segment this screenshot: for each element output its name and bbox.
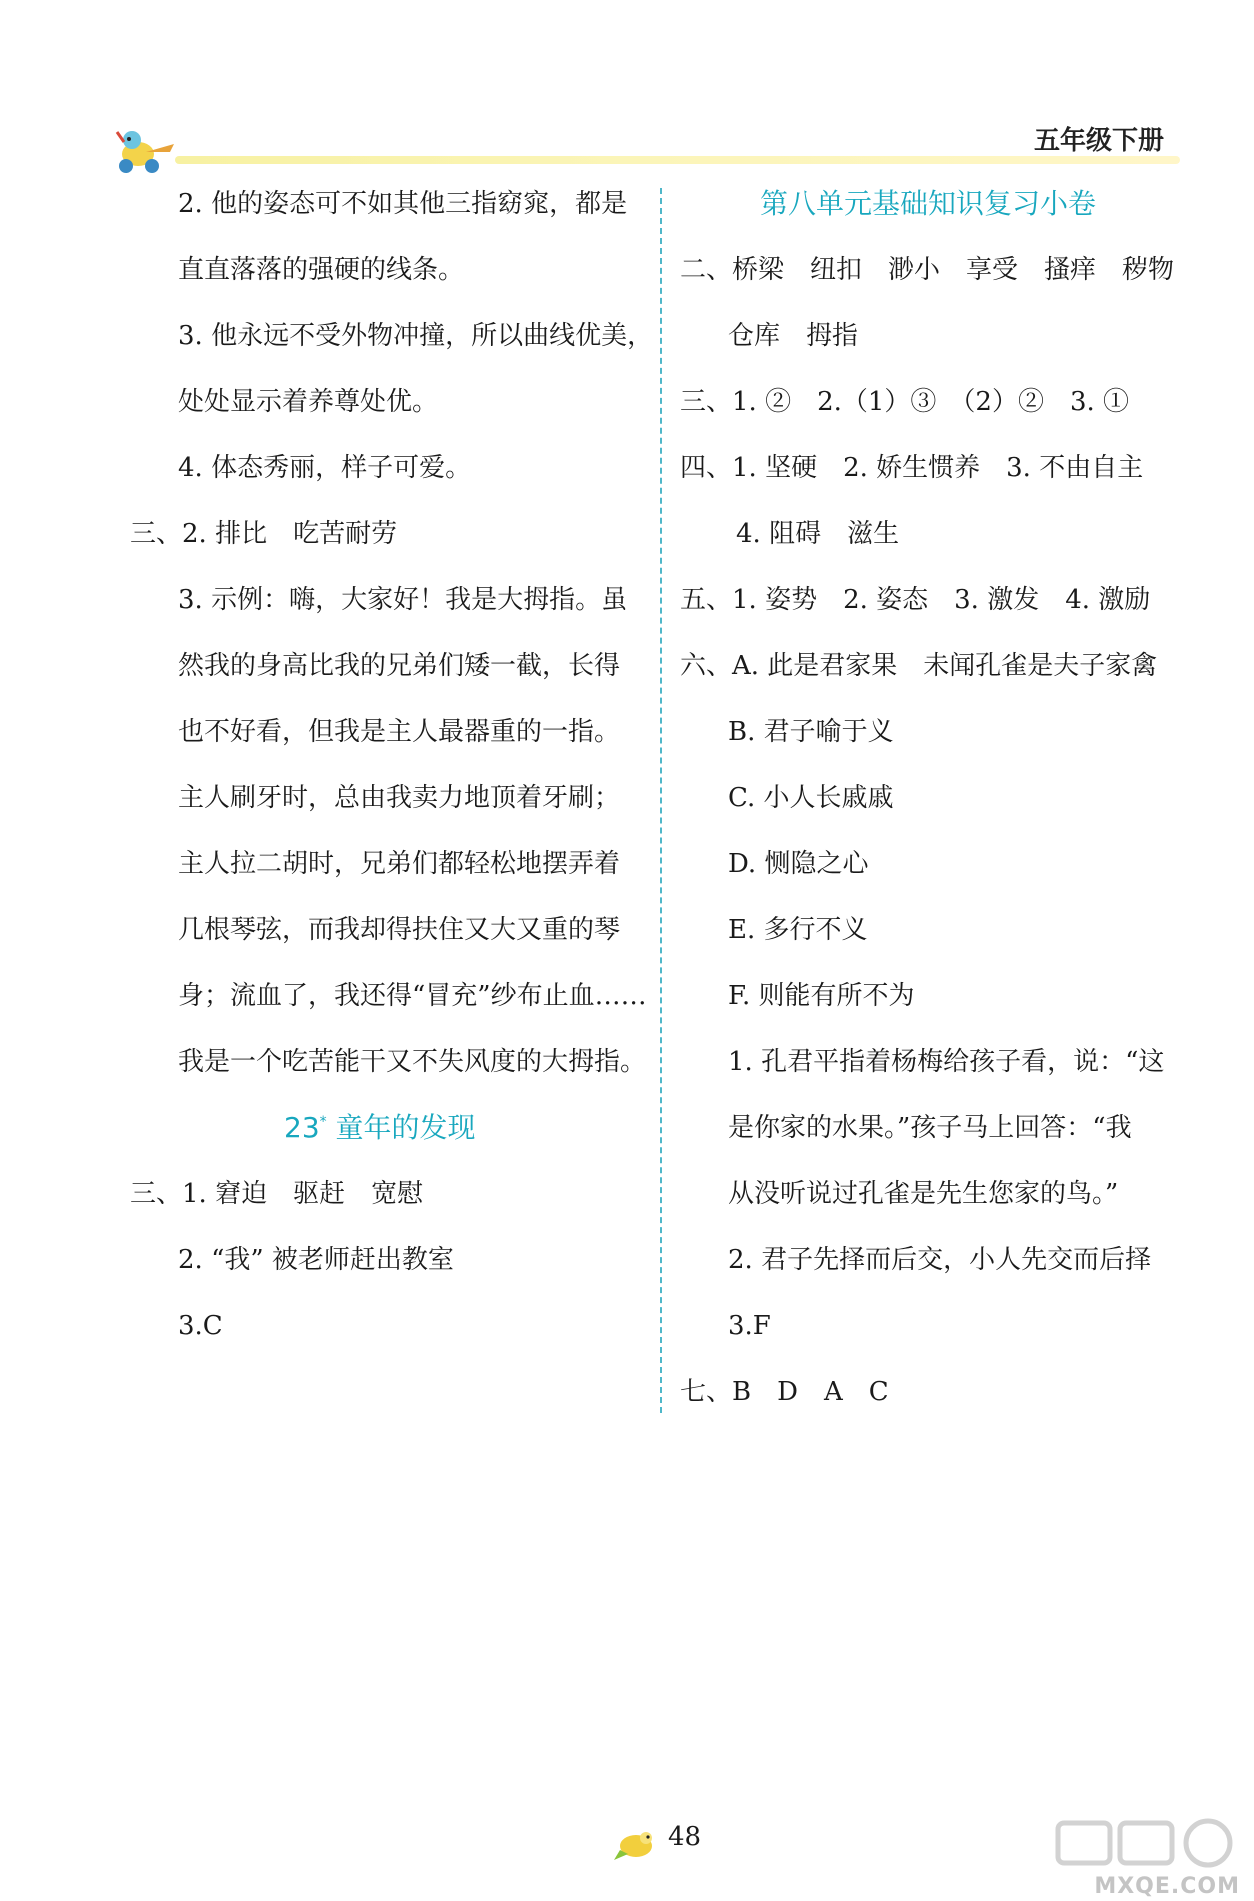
text-line: 3. 示例：嗨，大家好！我是大拇指。虽: [178, 585, 628, 615]
text-line: 三、1. ② 2.（1）③ （2）② 3. ①: [680, 387, 1130, 417]
grade-title: 五年级下册: [1033, 126, 1164, 156]
text-line: 1. 孔君平指着杨梅给孩子看，说：“这: [728, 1047, 1165, 1077]
text-line: 2. 他的姿态可不如其他三指窈窕，都是: [178, 189, 628, 219]
text-line: 几根琴弦，而我却得扶住又大又重的琴: [178, 915, 621, 945]
text-line: 然我的身高比我的兄弟们矮一截，长得: [178, 651, 621, 681]
text-line: 二、桥梁 纽扣 渺小 享受 搔痒 秽物: [680, 255, 1175, 285]
text-line: 2. “我” 被老师赶出教室: [178, 1245, 454, 1275]
unit-review-title: 第八单元基础知识复习小卷: [760, 187, 1097, 220]
text-line: 从没听说过孔雀是先生您家的鸟。”: [728, 1179, 1119, 1209]
text-line: 身；流血了，我还得“冒充”纱布止血……: [178, 981, 647, 1011]
text-line: D. 恻隐之心: [728, 849, 869, 879]
text-line: 三、1. 窘迫 驱赶 宽慰: [130, 1179, 424, 1209]
text-line: 也不好看，但我是主人最器重的一指。: [178, 717, 621, 747]
text-line: 4. 阻碍 滋生: [736, 519, 900, 549]
page-number: 48: [668, 1822, 702, 1852]
text-line: B. 君子喻于义: [728, 717, 894, 747]
text-line: 是你家的水果。”孩子马上回答：“我: [728, 1113, 1132, 1143]
text-line: 仓库 拇指: [728, 321, 859, 351]
header-rule: [175, 156, 1180, 164]
lesson-number: 23: [284, 1111, 320, 1144]
text-line: 六、A. 此是君家果 未闻孔雀是夫子家禽: [680, 651, 1158, 681]
text-line: 主人拉二胡时，兄弟们都轻松地摆弄着: [178, 849, 621, 879]
text-line: 直直落落的强硬的线条。: [178, 255, 465, 285]
text-line: 七、B D A C: [680, 1377, 889, 1407]
text-line: 主人刷牙时，总由我卖力地顶着牙刷；: [178, 783, 621, 813]
text-line: 三、2. 排比 吃苦耐劳: [130, 519, 398, 549]
text-line: 五、1. 姿势 2. 姿态 3. 激发 4. 激励: [680, 585, 1151, 615]
mascot-icon: [112, 122, 182, 177]
footer-mascot-icon: [612, 1820, 664, 1864]
lesson-title: 童年的发现: [335, 1111, 476, 1144]
text-line: 4. 体态秀丽，样子可爱。: [178, 453, 472, 483]
text-line: 2. 君子先择而后交，小人先交而后择: [728, 1245, 1152, 1275]
text-line: F. 则能有所不为: [728, 981, 915, 1011]
watermark-url: MXQE.COM: [1094, 1874, 1240, 1899]
text-line: 3.C: [178, 1311, 223, 1341]
text-line: C. 小人长戚戚: [728, 783, 894, 813]
text-line: 处处显示着养尊处优。: [178, 387, 439, 417]
lesson-heading: [284, 1110, 476, 1146]
lesson-star: *: [319, 1114, 327, 1130]
text-line: 我是一个吃苦能干又不失风度的大拇指。: [178, 1047, 647, 1077]
text-line: E. 多行不义: [728, 915, 868, 945]
column-divider: [660, 188, 662, 1413]
text-line: 3. 他永远不受外物冲撞，所以曲线优美，: [178, 321, 654, 351]
text-line: 3.F: [728, 1311, 771, 1341]
text-line: 四、1. 坚硬 2. 娇生惯养 3. 不由自主: [680, 453, 1144, 483]
